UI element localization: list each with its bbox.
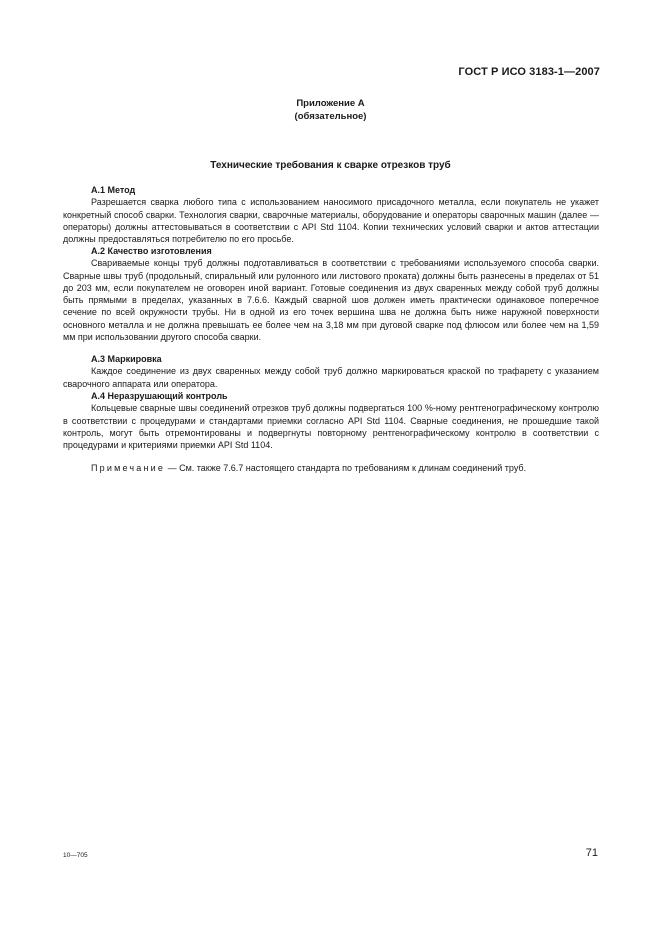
section-a3 [63, 353, 599, 390]
section-paragraph: Разрешается сварка любого типа с использованием наносимого присадочного металла, если покупатель не укажет конкретный способ сварки. Технология сварки, сварочные материалы, оборудование и операторы сварочных машин (далее — операторы) должны аттестовываться в соответствии с API Std 1104. Копии технических условий сварки и актов аттестации должны предоставляться потребителю по его просьбе. [63, 197, 599, 245]
section-heading: А.1 Метод [91, 185, 136, 195]
section-heading: А.3 Маркировка [91, 354, 162, 364]
page-number: 71 [585, 847, 598, 859]
note-text: — См. также 7.6.7 настоящего стандарта по требованиям к длинам соединений труб. [165, 463, 527, 473]
section-heading: А.4 Неразрушающий контроль [91, 391, 228, 401]
section-paragraph: Кольцевые сварные швы соединений отрезков труб должны подвергаться 100 %-ному рентгенографическому контролю в соответствии с процедурами и стандартами приемки согласно API Std 1104. Сварные соединения, не прошедшие такой контроль, могут быть отремонтированы и подвергнуты повторному рентгенографическому контролю в соответствии с процедурами и критериями приемки API Std 1104. [63, 403, 599, 451]
note [91, 463, 526, 473]
annex-status: (обязательное) [294, 111, 367, 122]
standard-designation: ГОСТ Р ИСО 3183-1—2007 [458, 66, 600, 78]
section-paragraph: Свариваемые концы труб должны подготавливаться в соответствии с требованиями используемого способа сварки. Сварные швы труб (продольный, спиральный или рулонного или листового проката) должны быть разнесены в пределах от 51 до 203 мм, если покупателем не оговорен иной вариант. Готовые соединения из двух сваренных между собой труб должны быть прямыми в пределах, указанных в 7.6.6. Каждый сварной шов должен иметь практически одинаковое поперечное сечение по всей окружности трубы. Ни в одной из его точек вершина шва не должна быть ниже наружной поверхности основного металла и не должна превышать ее более чем на 3,18 мм при дуговой сварке под флюсом или более чем на 1,59 мм при использовании другого способа сварки. [63, 258, 599, 343]
section-a4 [63, 390, 599, 451]
section-paragraph: Каждое соединение из двух сваренных между собой труб должно маркироваться краской по трафарету с указанием сварочного аппарата или оператора. [63, 366, 599, 389]
section-a2 [63, 245, 599, 343]
section-title: Технические требования к сварке отрезков труб [210, 160, 451, 171]
print-code: 10—705 [63, 852, 88, 859]
section-heading: А.2 Качество изготовления [91, 246, 212, 256]
section-a1 [63, 184, 599, 245]
note-label: Примечание [91, 463, 166, 473]
annex-title: Приложение А [296, 98, 365, 109]
